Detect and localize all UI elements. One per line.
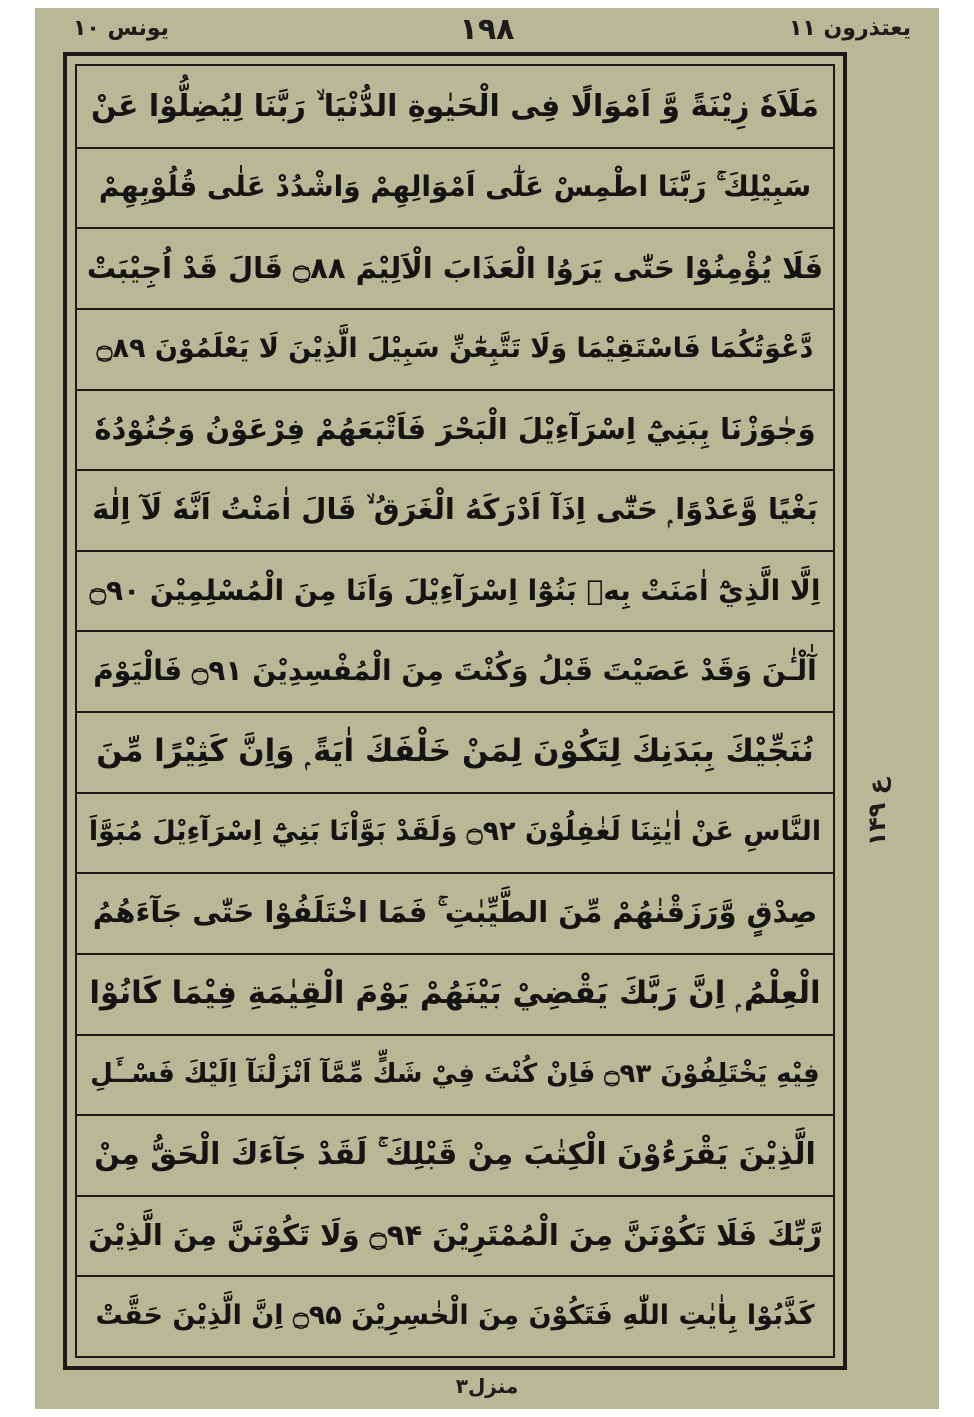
line-divider <box>77 1114 833 1116</box>
line-divider <box>77 147 833 149</box>
verse-line: النَّاسِ عَنْ اٰيٰتِنَا لَغٰفِلُوْنَ ۝۹۲ وَلَقَدْ بَوَّاْنَا بَنِيْٓ اِسْرَآءِيْلَ مُبَوَّاَ <box>88 816 822 848</box>
line-divider <box>77 792 833 794</box>
line-divider <box>77 1034 833 1036</box>
verse-line: صِدْقٍ وَّرَزَقْنٰهُمْ مِّنَ الطَّيِّبٰتِ ۚ فَمَا اخْتَلَفُوْا حَتّٰى جَآءَهُمُ <box>92 895 818 930</box>
text-frame <box>63 52 847 1370</box>
verse-line: آٰلْـٰٔنَ وَقَدْ عَصَيْتَ قَبْلُ وَكُنْتَ مِنَ الْمُفْسِدِيْنَ ۝۹۱ فَالْيَوْمَ <box>93 654 817 688</box>
verse-line: الَّذِيْنَ يَقْرَءُوْنَ الْكِتٰبَ مِنْ قَبْلِكَ ۚ لَقَدْ جَآءَكَ الْحَقُّ مِنْ <box>94 1136 816 1172</box>
ruku-label: ع ۹ <box>863 778 891 818</box>
verse-line: كَذَّبُوْا بِاٰيٰتِ اللّٰهِ فَتَكُوْنَ مِنَ الْخٰسِرِيْنَ ۝۹۵ اِنَّ الَّذِيْنَ حَقَّتْ <box>95 1300 815 1332</box>
ruku-marker <box>863 778 907 908</box>
juz-label: یعتذرون ۱۱ <box>788 16 911 41</box>
text-frame-inner <box>75 64 835 1358</box>
line-divider <box>77 1275 833 1277</box>
ruku-number: ۱۴ <box>863 817 891 847</box>
page-number: ۱۹۸ <box>459 12 515 47</box>
line-divider <box>77 227 833 229</box>
line-divider <box>77 308 833 310</box>
verse-line: اِلَّا الَّذِيْٓ اٰمَنَتْ بِهٖ بَنُوْٓا اِسْرَآءِيْلَ وَاَنَا مِنَ الْمُسْلِمِيْنَ ۝۹۰ <box>89 573 821 607</box>
line-divider <box>77 469 833 471</box>
verse-line: وَجٰوَزْنَا بِبَنِيْٓ اِسْرَآءِيْلَ الْبَحْرَ فَاَتْبَعَهُمْ فِرْعَوْنُ وَجُنُوْدُهٗ <box>94 411 816 446</box>
verse-line: سَبِيْلِكَ ۚ رَبَّنَا اطْمِسْ عَلٰٓى اَمْوَالِهِمْ وَاشْدُدْ عَلٰى قُلُوْبِهِمْ <box>98 169 812 203</box>
line-divider <box>77 550 833 552</box>
verse-line: مَلَاَهٗ زِيْنَةً وَّ اَمْوَالًا فِى الْحَيٰوةِ الدُّنْيَا ۙ رَبَّنَا لِيُضِلُّوْا عَنْ <box>91 88 819 124</box>
line-divider <box>77 872 833 874</box>
verse-line: فَلَا يُؤْمِنُوْا حَتّٰى يَرَوُا الْعَذَابَ الْاَلِيْمَ ۝۸۸ قَالَ قَدْ اُجِيْبَتْ <box>86 250 824 285</box>
line-divider <box>77 1195 833 1197</box>
verse-line: الْعِلْمُ ۭ اِنَّ رَبَّكَ يَقْضِيْ بَيْنَهُمْ يَوْمَ الْقِيٰمَةِ فِيْمَا كَانُوْا <box>89 974 821 1011</box>
surah-label: یونس ۱۰ <box>73 16 169 41</box>
line-divider <box>77 711 833 713</box>
verse-line: رَّبِّكَ فَلَا تَكُوْنَنَّ مِنَ الْمُمْتَرِيْنَ ۝۹۴ وَلَا تَكُوْنَنَّ مِنَ الَّذِيْنَ <box>88 1218 822 1253</box>
verse-line: نُنَجِّيْكَ بِبَدَنِكَ لِتَكُوْنَ لِمَنْ خَلْفَكَ اٰيَةً ۭ وَاِنَّ كَثِيْرًا مِّنَ <box>96 732 814 769</box>
verse-lines <box>77 66 833 1356</box>
quran-page <box>35 8 939 1409</box>
verse-line: فِيْهِ يَخْتَلِفُوْنَ ۝۹۳ فَاِنْ كُنْتَ فِيْ شَكٍّ مِّمَّآ اَنْزَلْنَآ اِلَيْكَ فَسْــَٔلِ <box>90 1058 820 1089</box>
verse-line: بَغْيًا وَّعَدْوًا ۭ حَتّٰٓى اِذَآ اَدْرَكَهُ الْغَرَقُ ۙ قَالَ اٰمَنْتُ اَنَّهٗ لَآ اِلٰهَ <box>92 491 818 526</box>
page-header <box>35 8 939 52</box>
line-divider <box>77 630 833 632</box>
manzil-marker: منزل۳ <box>455 1374 519 1398</box>
line-divider <box>77 389 833 391</box>
line-divider <box>77 953 833 955</box>
verse-line: دَّعْوَتُكُمَا فَاسْتَقِيْمَا وَلَا تَتَّبِعٰٓنِّ سَبِيْلَ الَّذِيْنَ لَا يَعْلَمُوْنَ ۝۸۹ <box>96 332 814 364</box>
